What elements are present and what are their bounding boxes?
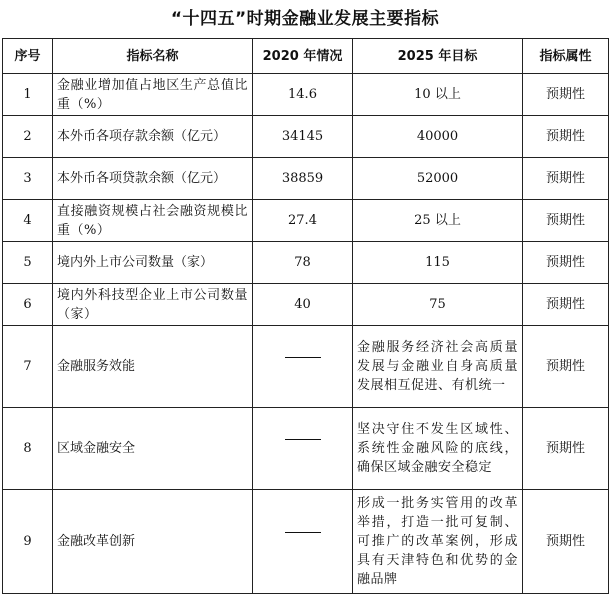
indicator-name: 本外币各项贷款余额（亿元） xyxy=(53,158,253,200)
indicator-name: 金融业增加值占地区生产总值比重（%） xyxy=(53,74,253,116)
target-2025: 25 以上 xyxy=(353,200,523,242)
row-number: 3 xyxy=(3,158,53,200)
table-row xyxy=(3,326,609,408)
indicator-attribute: 预期性 xyxy=(523,490,609,594)
target-2025: 115 xyxy=(353,242,523,284)
value-2020: 34145 xyxy=(253,116,353,158)
table-row xyxy=(3,74,609,116)
indicator-name: 区域金融安全 xyxy=(53,408,253,490)
indicator-name: 境内外科技型企业上市公司数量（家） xyxy=(53,284,253,326)
indicator-name: 金融服务效能 xyxy=(53,326,253,408)
table-row xyxy=(3,490,609,594)
indicator-name: 本外币各项存款余额（亿元） xyxy=(53,116,253,158)
target-2025: 40000 xyxy=(353,116,523,158)
target-2025: 坚决守住不发生区域性、系统性金融风险的底线，确保区域金融安全稳定 xyxy=(353,408,523,490)
indicator-name: 金融改革创新 xyxy=(53,490,253,594)
value-2020: 38859 xyxy=(253,158,353,200)
row-number: 7 xyxy=(3,326,53,408)
indicator-attribute: 预期性 xyxy=(523,326,609,408)
indicator-attribute: 预期性 xyxy=(523,74,609,116)
indicator-attribute: 预期性 xyxy=(523,242,609,284)
table-row xyxy=(3,408,609,490)
table-row xyxy=(3,158,609,200)
value-2020: 14.6 xyxy=(253,74,353,116)
dash-mark xyxy=(285,532,321,552)
row-number: 2 xyxy=(3,116,53,158)
value-2020: 78 xyxy=(253,242,353,284)
indicator-name: 境内外上市公司数量（家） xyxy=(53,242,253,284)
dash-mark xyxy=(285,439,321,459)
target-2025: 10 以上 xyxy=(353,74,523,116)
indicator-attribute: 预期性 xyxy=(523,116,609,158)
value-2020: 40 xyxy=(253,284,353,326)
indicator-table xyxy=(2,38,609,594)
table-row xyxy=(3,116,609,158)
target-2025: 52000 xyxy=(353,158,523,200)
table-header-row xyxy=(3,39,609,74)
value-2020 xyxy=(253,490,353,594)
page-title: “十四五”时期金融业发展主要指标 xyxy=(170,9,440,29)
row-number: 1 xyxy=(3,74,53,116)
table-row xyxy=(3,242,609,284)
indicator-attribute: 预期性 xyxy=(523,158,609,200)
target-2025: 形成一批务实管用的改革举措，打造一批可复制、可推广的改革案例，形成具有天津特色和优势的金融品牌 xyxy=(353,490,523,594)
row-number: 5 xyxy=(3,242,53,284)
target-2025: 75 xyxy=(353,284,523,326)
value-2020: 27.4 xyxy=(253,200,353,242)
indicator-attribute: 预期性 xyxy=(523,284,609,326)
header-number: 序号 xyxy=(3,39,53,74)
row-number: 6 xyxy=(3,284,53,326)
indicator-name: 直接融资规模占社会融资规模比重（%） xyxy=(53,200,253,242)
indicator-attribute: 预期性 xyxy=(523,200,609,242)
row-number: 4 xyxy=(3,200,53,242)
indicator-attribute: 预期性 xyxy=(523,408,609,490)
row-number: 9 xyxy=(3,490,53,594)
header-indicator-name: 指标名称 xyxy=(53,39,253,74)
target-2025: 金融服务经济社会高质量发展与金融业自身高质量发展相互促进、有机统一 xyxy=(353,326,523,408)
value-2020 xyxy=(253,326,353,408)
row-number: 8 xyxy=(3,408,53,490)
table-row xyxy=(3,284,609,326)
header-attribute: 指标属性 xyxy=(523,39,609,74)
header-2020-status: 2020 年情况 xyxy=(253,39,353,74)
value-2020 xyxy=(253,408,353,490)
table-row xyxy=(3,200,609,242)
dash-mark xyxy=(285,357,321,377)
header-2025-target: 2025 年目标 xyxy=(353,39,523,74)
